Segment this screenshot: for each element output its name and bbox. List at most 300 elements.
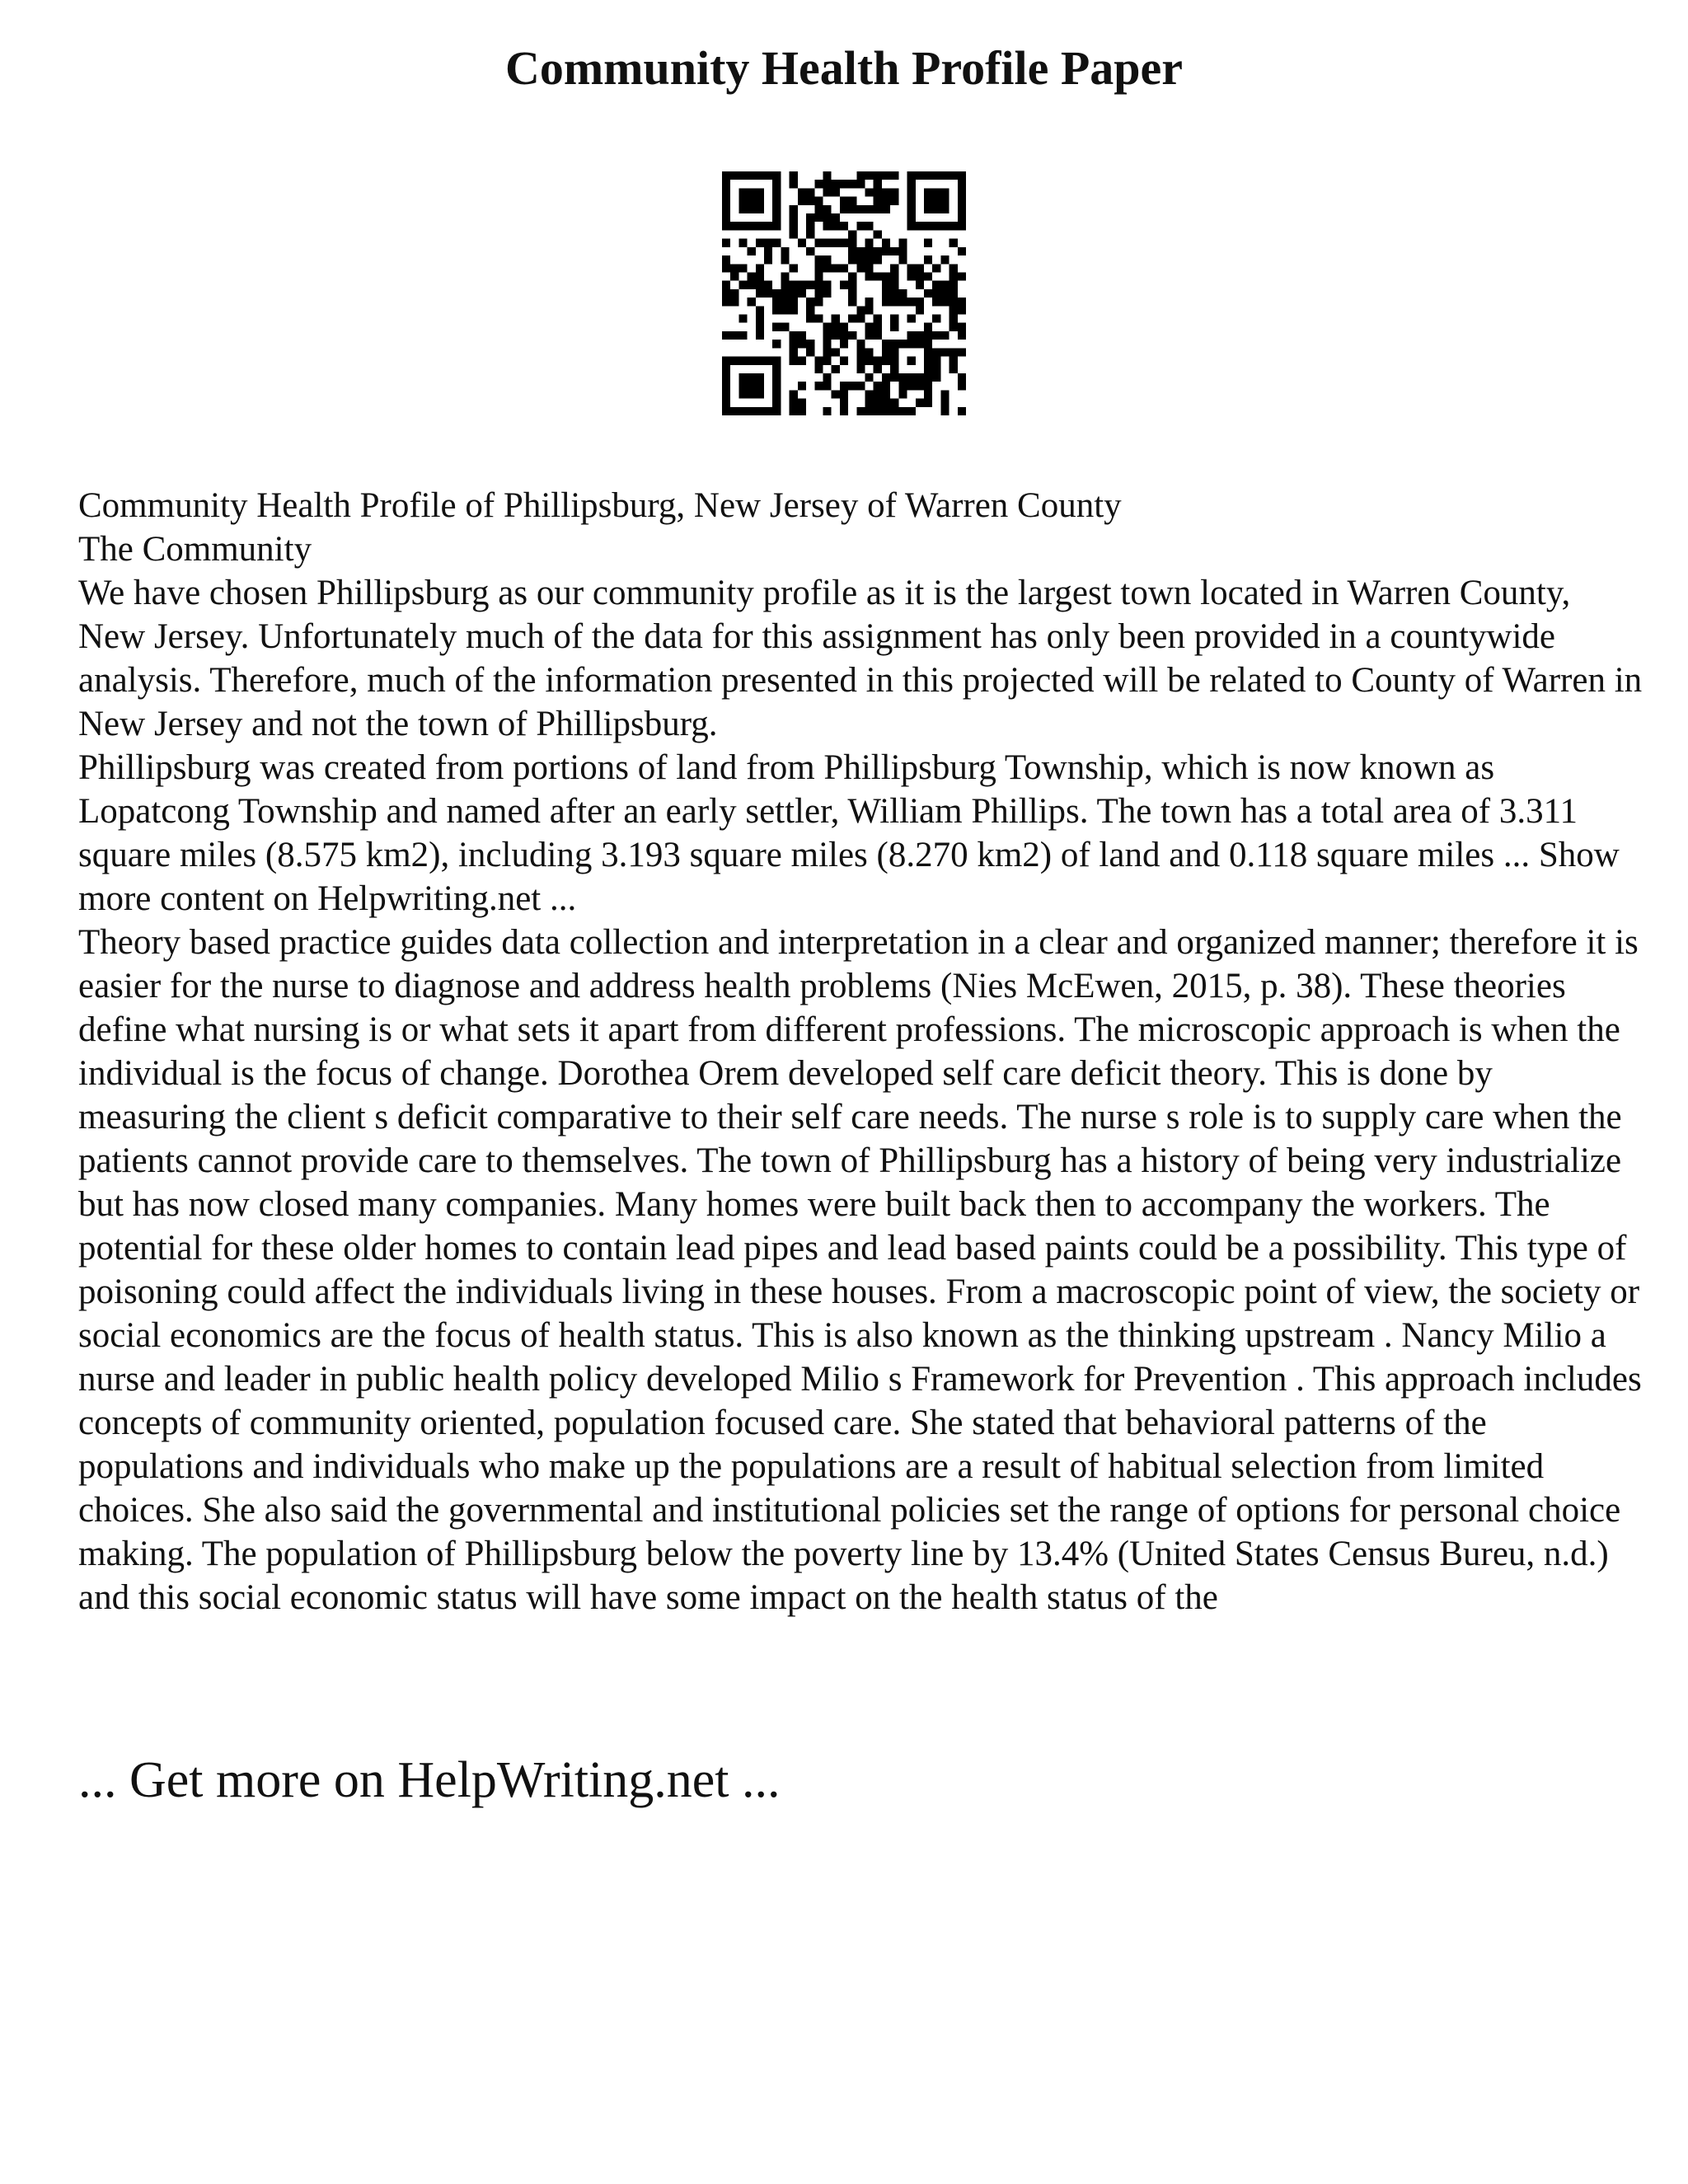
qr-module <box>907 171 916 180</box>
qr-module <box>865 399 874 407</box>
qr-module <box>823 264 831 272</box>
qr-module <box>806 197 814 205</box>
qr-module <box>738 281 747 289</box>
qr-module <box>865 272 874 280</box>
qr-module <box>958 247 966 255</box>
qr-module <box>924 399 932 407</box>
qr-module <box>874 230 882 238</box>
qr-module <box>790 171 798 180</box>
qr-module <box>882 357 890 365</box>
qr-module <box>856 357 865 365</box>
qr-module <box>940 222 949 230</box>
qr-module <box>924 272 932 280</box>
qr-module <box>832 315 840 323</box>
qr-module <box>722 213 730 222</box>
qr-module <box>856 407 865 415</box>
qr-module <box>756 222 764 230</box>
qr-module <box>924 348 932 356</box>
qr-module <box>865 239 874 247</box>
qr-module <box>781 272 789 280</box>
qr-module <box>950 281 958 289</box>
qr-module <box>756 390 764 398</box>
qr-module <box>738 171 747 180</box>
qr-module <box>890 348 898 356</box>
qr-module <box>772 298 781 306</box>
qr-module <box>764 255 772 264</box>
document-body <box>78 484 1644 1619</box>
qr-module <box>874 180 882 188</box>
qr-code-icon <box>722 171 966 415</box>
qr-module <box>790 407 798 415</box>
qr-module <box>882 171 890 180</box>
qr-module <box>790 230 798 238</box>
qr-module <box>772 357 781 365</box>
qr-module <box>950 272 958 280</box>
qr-module <box>907 357 916 365</box>
qr-module <box>722 205 730 213</box>
qr-module <box>722 180 730 188</box>
qr-module <box>790 357 798 365</box>
qr-module <box>882 340 890 348</box>
qr-module <box>848 382 856 390</box>
qr-module <box>865 348 874 356</box>
qr-module <box>865 373 874 382</box>
qr-module <box>756 382 764 390</box>
qr-module <box>874 382 882 390</box>
qr-module <box>764 357 772 365</box>
qr-module <box>932 222 940 230</box>
qr-module <box>907 188 916 196</box>
qr-module <box>907 272 916 280</box>
qr-module <box>722 357 730 365</box>
qr-module <box>823 171 831 180</box>
qr-module <box>874 357 882 365</box>
qr-module <box>798 357 806 365</box>
qr-module <box>932 298 940 306</box>
qr-module <box>806 247 814 255</box>
qr-module <box>950 264 958 272</box>
qr-module <box>865 171 874 180</box>
qr-module <box>840 382 848 390</box>
qr-module <box>823 213 831 222</box>
qr-module <box>748 390 756 398</box>
qr-module <box>840 281 848 289</box>
qr-module <box>924 340 932 348</box>
qr-module <box>856 171 865 180</box>
qr-module <box>848 180 856 188</box>
qr-module <box>940 390 949 398</box>
qr-module <box>738 239 747 247</box>
qr-module <box>772 399 781 407</box>
document-title: Community Health Profile Paper <box>504 41 1184 95</box>
qr-module <box>832 323 840 331</box>
qr-module <box>890 272 898 280</box>
qr-module <box>958 407 966 415</box>
qr-module <box>932 188 940 196</box>
qr-module <box>840 340 848 348</box>
qr-module <box>874 331 882 340</box>
qr-module <box>874 399 882 407</box>
qr-module <box>748 197 756 205</box>
qr-module <box>772 197 781 205</box>
qr-module <box>865 188 874 196</box>
qr-module <box>958 272 966 280</box>
qr-module <box>916 264 924 272</box>
qr-module <box>748 205 756 213</box>
qr-module <box>890 298 898 306</box>
qr-module <box>916 306 924 314</box>
qr-module <box>874 171 882 180</box>
qr-module <box>823 239 831 247</box>
qr-module <box>738 373 747 382</box>
qr-module <box>823 205 831 213</box>
qr-module <box>756 289 764 298</box>
qr-module <box>806 213 814 222</box>
qr-module <box>756 205 764 213</box>
qr-module <box>898 247 907 255</box>
qr-module <box>722 171 730 180</box>
qr-module <box>738 188 747 196</box>
qr-module <box>823 323 831 331</box>
qr-module <box>840 323 848 331</box>
qr-module <box>722 222 730 230</box>
qr-module <box>940 331 949 340</box>
qr-module <box>790 281 798 289</box>
qr-module <box>823 222 831 230</box>
qr-module <box>924 390 932 398</box>
qr-module <box>898 255 907 264</box>
qr-module <box>848 255 856 264</box>
qr-module <box>756 264 764 272</box>
qr-module <box>722 373 730 382</box>
qr-module <box>832 348 840 356</box>
qr-module <box>958 171 966 180</box>
qr-module <box>832 222 840 230</box>
qr-module <box>772 205 781 213</box>
qr-module <box>748 188 756 196</box>
qr-module <box>950 348 958 356</box>
qr-module <box>840 407 848 415</box>
qr-module <box>882 188 890 196</box>
qr-module <box>814 180 823 188</box>
qr-module <box>890 365 898 373</box>
qr-module <box>722 289 730 298</box>
qr-module <box>840 399 848 407</box>
qr-module <box>932 373 940 382</box>
qr-module <box>950 357 958 365</box>
qr-module <box>814 315 823 323</box>
qr-module <box>772 239 781 247</box>
qr-module <box>781 289 789 298</box>
qr-module <box>748 382 756 390</box>
qr-module <box>882 281 890 289</box>
qr-module <box>722 390 730 398</box>
qr-module <box>924 171 932 180</box>
qr-module <box>798 188 806 196</box>
qr-module <box>814 197 823 205</box>
qr-module <box>764 222 772 230</box>
qr-module <box>722 255 730 264</box>
qr-module <box>730 407 738 415</box>
qr-module <box>848 331 856 340</box>
qr-module <box>865 247 874 255</box>
qr-module <box>832 331 840 340</box>
qr-module <box>958 188 966 196</box>
qr-module <box>738 390 747 398</box>
qr-module <box>798 331 806 340</box>
qr-module <box>840 180 848 188</box>
qr-module <box>738 357 747 365</box>
qr-module <box>856 264 865 272</box>
qr-module <box>932 289 940 298</box>
qr-module <box>730 171 738 180</box>
qr-module <box>814 255 823 264</box>
qr-module <box>756 281 764 289</box>
qr-module <box>882 390 890 398</box>
qr-module <box>781 323 789 331</box>
qr-module <box>772 373 781 382</box>
qr-module <box>940 348 949 356</box>
qr-module <box>848 289 856 298</box>
qr-module <box>916 373 924 382</box>
qr-module <box>950 239 958 247</box>
qr-module <box>756 323 764 331</box>
qr-module <box>865 323 874 331</box>
qr-module <box>907 331 916 340</box>
qr-module <box>756 197 764 205</box>
qr-module <box>790 222 798 230</box>
qr-module <box>781 298 789 306</box>
qr-module <box>940 289 949 298</box>
qr-module <box>907 197 916 205</box>
qr-module <box>882 289 890 298</box>
qr-module <box>764 289 772 298</box>
qr-module <box>924 323 932 331</box>
qr-module <box>874 390 882 398</box>
qr-module <box>874 255 882 264</box>
qr-module <box>882 382 890 390</box>
body-paragraph: Phillipsburg was created from portions of land from Phillipsburg Township, which is now known as Lopatcong Township and named after an early settler, William Phillips. The town has a total area of 3.311 square miles (8.575 km2), including 3.193 square miles (8.270 km2) of land and 0.118 square miles ... Show more content on Helpwriting.net ... <box>78 748 1620 918</box>
qr-module <box>924 289 932 298</box>
qr-module <box>781 255 789 264</box>
qr-module <box>958 323 966 331</box>
qr-module <box>932 205 940 213</box>
qr-module <box>798 382 806 390</box>
qr-module <box>806 281 814 289</box>
qr-module <box>798 197 806 205</box>
qr-module <box>748 298 756 306</box>
qr-module <box>722 382 730 390</box>
qr-module <box>924 373 932 382</box>
qr-module <box>790 340 798 348</box>
qr-module <box>772 213 781 222</box>
qr-module <box>916 382 924 390</box>
qr-module <box>950 365 958 373</box>
qr-module <box>874 407 882 415</box>
qr-module <box>772 188 781 196</box>
qr-module <box>738 331 747 340</box>
qr-module <box>722 239 730 247</box>
qr-module <box>790 289 798 298</box>
qr-module <box>840 390 848 398</box>
qr-module <box>722 188 730 196</box>
qr-module <box>924 365 932 373</box>
qr-module <box>907 315 916 323</box>
qr-module <box>840 197 848 205</box>
qr-module <box>940 399 949 407</box>
qr-module <box>890 399 898 407</box>
qr-module <box>916 340 924 348</box>
qr-module <box>856 365 865 373</box>
qr-module <box>798 289 806 298</box>
qr-module <box>738 315 747 323</box>
get-more-link[interactable]: ... Get more on HelpWriting.net ... <box>78 1752 781 1808</box>
qr-module <box>865 205 874 213</box>
qr-module <box>790 306 798 314</box>
qr-module <box>823 289 831 298</box>
qr-module <box>865 255 874 264</box>
qr-module <box>856 255 865 264</box>
qr-module <box>738 382 747 390</box>
qr-module <box>890 247 898 255</box>
qr-module <box>756 357 764 365</box>
qr-module <box>790 205 798 213</box>
qr-module <box>882 272 890 280</box>
qr-module <box>882 348 890 356</box>
qr-module <box>814 289 823 298</box>
qr-module <box>874 315 882 323</box>
qr-module <box>932 171 940 180</box>
qr-module <box>950 298 958 306</box>
qr-module <box>738 197 747 205</box>
qr-module <box>898 407 907 415</box>
qr-module <box>940 281 949 289</box>
qr-module <box>890 357 898 365</box>
qr-module <box>958 382 966 390</box>
qr-module <box>748 247 756 255</box>
qr-module <box>748 281 756 289</box>
qr-module <box>924 239 932 247</box>
qr-module <box>890 407 898 415</box>
qr-module <box>865 264 874 272</box>
qr-module <box>814 213 823 222</box>
qr-module <box>924 382 932 390</box>
qr-module <box>772 382 781 390</box>
qr-module <box>932 365 940 373</box>
qr-module <box>748 222 756 230</box>
qr-module <box>890 171 898 180</box>
qr-module <box>823 331 831 340</box>
qr-module <box>832 180 840 188</box>
qr-module <box>764 239 772 247</box>
qr-module <box>950 222 958 230</box>
qr-module <box>848 239 856 247</box>
qr-module <box>856 306 865 314</box>
qr-module <box>882 239 890 247</box>
qr-code-graphic <box>722 171 966 415</box>
qr-module <box>722 399 730 407</box>
qr-module <box>790 348 798 356</box>
qr-module <box>924 188 932 196</box>
qr-module <box>730 272 738 280</box>
qr-module <box>806 222 814 230</box>
qr-module <box>916 222 924 230</box>
qr-module <box>865 407 874 415</box>
qr-module <box>730 357 738 365</box>
qr-module <box>814 272 823 280</box>
qr-module <box>950 289 958 298</box>
qr-module <box>823 373 831 382</box>
qr-module <box>874 205 882 213</box>
qr-module <box>916 281 924 289</box>
qr-module <box>865 331 874 340</box>
qr-module <box>874 247 882 255</box>
qr-module <box>907 340 916 348</box>
qr-module <box>848 281 856 289</box>
qr-module <box>832 239 840 247</box>
qr-module <box>790 264 798 272</box>
qr-module <box>806 306 814 314</box>
qr-module <box>865 306 874 314</box>
qr-module <box>865 357 874 365</box>
qr-module <box>814 357 823 365</box>
qr-module <box>814 264 823 272</box>
qr-module <box>772 323 781 331</box>
qr-module <box>756 407 764 415</box>
qr-module <box>790 331 798 340</box>
qr-module <box>950 323 958 331</box>
qr-module <box>958 298 966 306</box>
qr-module <box>932 197 940 205</box>
qr-module <box>924 197 932 205</box>
qr-module <box>848 197 856 205</box>
qr-module <box>730 298 738 306</box>
qr-module <box>722 197 730 205</box>
qr-module <box>890 289 898 298</box>
qr-module <box>814 281 823 289</box>
qr-module <box>907 382 916 390</box>
qr-module <box>748 407 756 415</box>
qr-module <box>865 298 874 306</box>
qr-module <box>823 340 831 348</box>
qr-module <box>814 239 823 247</box>
qr-module <box>890 315 898 323</box>
qr-module <box>882 399 890 407</box>
qr-module <box>924 357 932 365</box>
qr-module <box>924 205 932 213</box>
qr-module <box>898 289 907 298</box>
qr-module <box>772 171 781 180</box>
qr-module <box>823 188 831 196</box>
qr-module <box>823 348 831 356</box>
qr-module <box>932 357 940 365</box>
qr-module <box>958 180 966 188</box>
qr-module <box>932 315 940 323</box>
qr-module <box>874 197 882 205</box>
qr-module <box>848 230 856 238</box>
qr-module <box>722 264 730 272</box>
qr-module <box>924 255 932 264</box>
qr-module <box>958 197 966 205</box>
qr-module <box>940 171 949 180</box>
qr-module <box>856 180 865 188</box>
qr-module <box>950 306 958 314</box>
qr-module <box>940 197 949 205</box>
qr-module <box>730 289 738 298</box>
qr-module <box>832 390 840 398</box>
qr-module <box>856 247 865 255</box>
qr-module <box>890 264 898 272</box>
